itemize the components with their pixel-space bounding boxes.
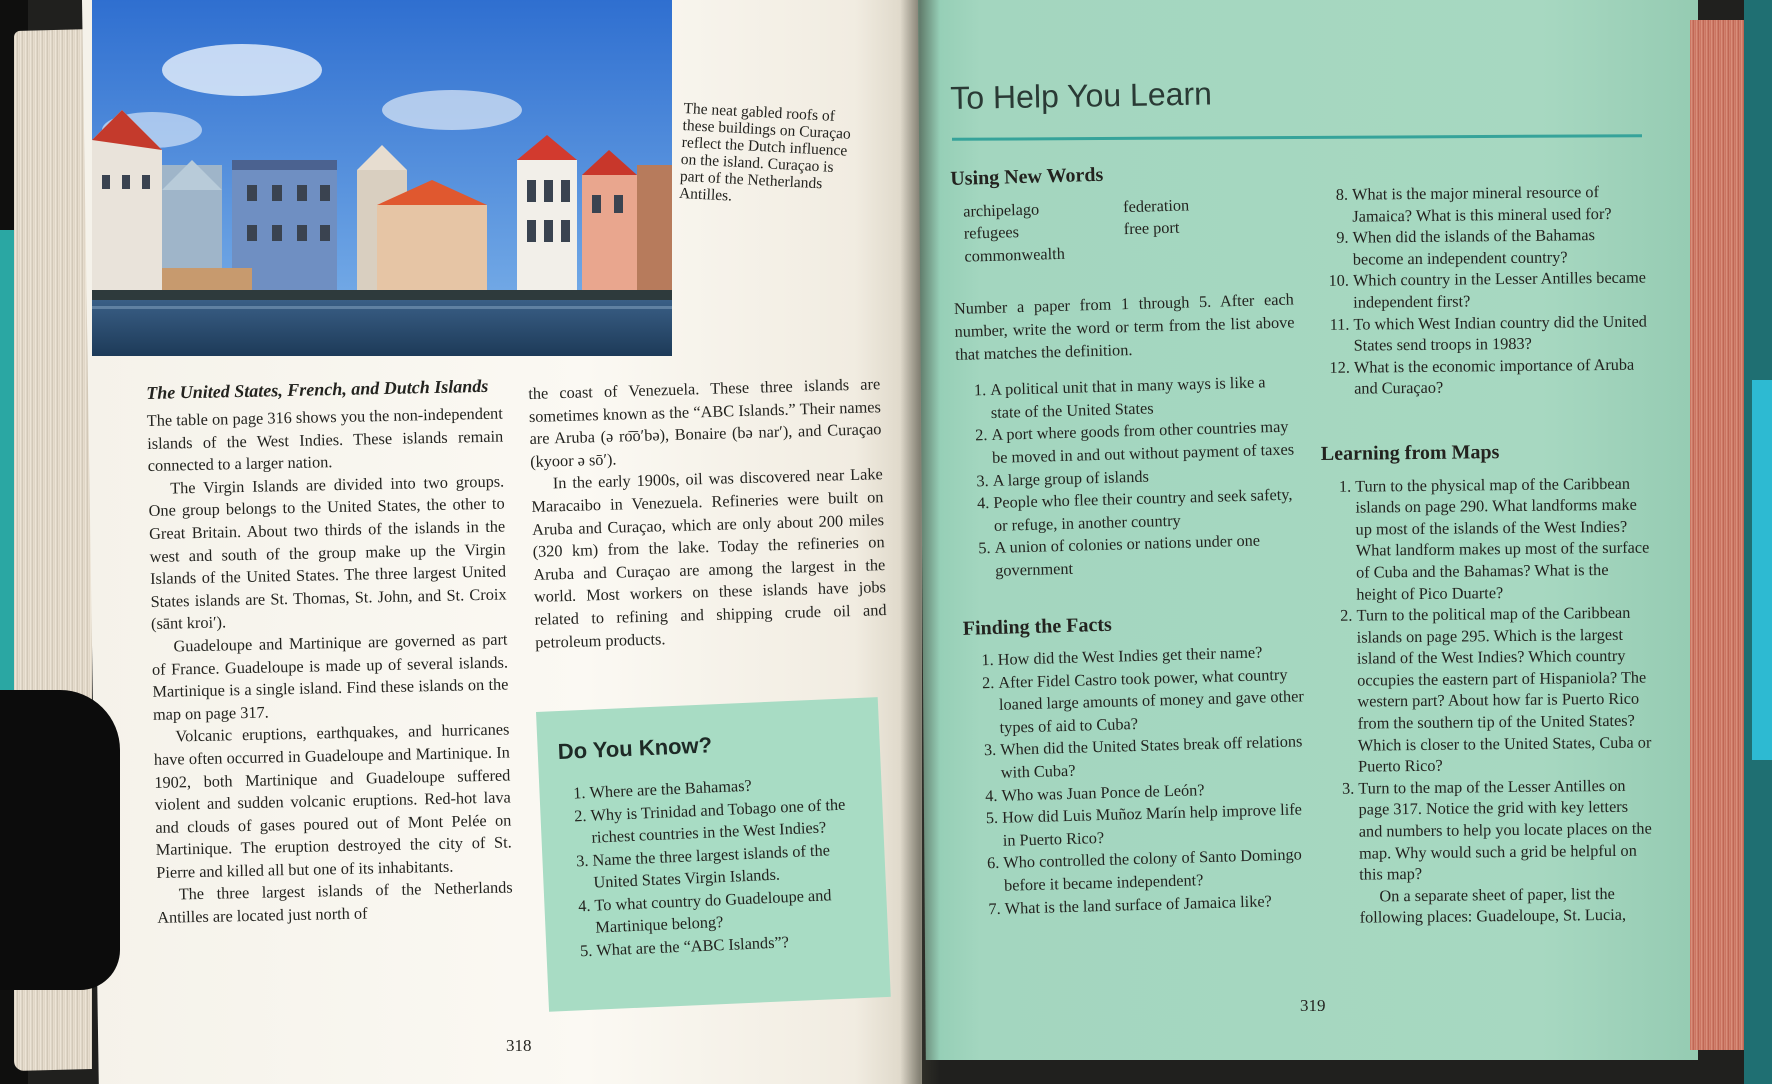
list-item: 8. What is the major mineral resource of Jamaica? What is this mineral used for? [1352,181,1648,227]
left-column-1 [146,375,513,930]
section-title: The United States, French, and Dutch Islands [146,375,489,403]
paragraph: In the early 1900s, oil was discovered near Lake Maracaibo in Venezuela. Refineries were built on Aruba and Curaçao, which are only about 200 miles (320 km) from the lake. Today the refineries on Aruba and Curaçao are among the largest in the world. Most workers on these islands have jobs related to refining and shipping crude oil and petroleum products. [531,464,887,652]
list-item: 3. A large group of islands [992,461,1299,492]
list-item: 3. Name the three largest islands of the United States Virgin Islands. [592,837,868,894]
list-item: 2. Turn to the political map of the Caribbean islands on page 295. Which is the largest island of the West Indies? Which country occupies the eastern part of Hispaniola? The western part? About how far is Puerto Rico from the southern tip of the United States? Which is closer to the United States, Cuba or Puerto Rico? [1356,602,1654,778]
instructions: Number a paper from 1 through 5. After each number, write the word or term from the list above that matches the definition. [953,289,1295,364]
maps-followup: On a separate sheet of paper, list the following places: Guadeloupe, St. Lucia, [1359,883,1627,928]
page-title: To Help You Learn [950,75,1213,116]
vocab-word: commonwealth [964,243,1066,266]
do-you-know-list [559,770,871,963]
photo-caption: The neat gabled roofs of these buildings on Curaçao reflect the Dutch influence on the island. Curaçao is part of the Netherlands Antilles. [678,100,852,205]
right-column-1 [950,159,1311,921]
facts-list [963,640,1310,921]
reader-thumb [0,690,120,990]
vocab-word: federation [1122,194,1190,216]
page-number-right: 319 [1300,996,1326,1015]
do-you-know-title: Do You Know? [557,732,713,765]
list-item: 2. Why is Trinidad and Tobago one of the richest countries in the West Indies? [590,792,866,849]
list-item: 5. What are the “ABC Islands”? [596,927,871,961]
list-item: 4. People who flee their country and seek safety, or refuge, in another country [993,484,1300,538]
vocab-word: refugees [963,222,1020,243]
do-you-know-box [536,697,891,1012]
list-item: 5. A union of colonies or nations under one government [994,529,1301,583]
paragraph: Guadeloupe and Martinique are governed as part of France. Guadeloupe is made up of several islands. Martinique is a single island. Find these islands on the map on page 317. [151,629,509,724]
vocab-word: free port [1123,217,1180,239]
vocabulary-list [963,191,1293,268]
list-item: 10. Which country in the Lesser Antilles became independent first? [1353,267,1649,313]
list-item: 2. A port where goods from other countries may be moved in and out without payment of taxes [991,416,1298,470]
list-item: 4. Who was Juan Ponce de León? [1001,776,1308,807]
right-column-2 [1318,181,1656,929]
list-item: 3. Turn to the map of the Lesser Antilles on page 317. Notice the grid with key letters and numbers to help you locate places on the map. Why would such a grid be helpful on this map? [1358,774,1655,885]
list-item: 6. Who controlled the colony of Santo Domingo before it became independent? [1003,844,1310,898]
list-item: 1. A political unit that in many ways is like a state of the United States [990,371,1297,425]
paragraph: The table on page 316 shows you the non-independent islands of the West Indies. These islands remain connected to a larger nation. [146,403,504,476]
list-item: 12. What is the economic importance of Aruba and Curaçao? [1354,353,1650,399]
list-item: 7. What is the land surface of Jamaica like? [1004,889,1311,920]
learning-from-maps-heading: Learning from Maps [1320,441,1500,465]
list-item: 3. When did the United States break off relations with Cuba? [1000,731,1307,785]
left-column-2 [528,373,887,654]
maps-list [1321,472,1655,886]
list-item: 1. How did the West Indies get their name? [997,640,1304,671]
list-item: 1. Where are the Bahamas? [589,770,864,804]
using-new-words-heading: Using New Words [950,163,1104,190]
vocab-word: archipelago [962,199,1040,221]
list-item: 9. When did the islands of the Bahamas become an independent country? [1352,224,1648,270]
list-item: 1. Turn to the physical map of the Caribbean islands on page 290. What landforms make up most of the islands of the West Indies? What landform makes up most of the surface of Cuba and the Bahamas? What is the height of Pico Duarte? [1355,472,1652,605]
list-item: 5. How did Luis Muñoz Marín help improve life in Puerto Rico? [1002,799,1309,853]
paragraph: Volcanic eruptions, earthquakes, and hurricanes have often occurred in Guadeloupe and Martinique. In 1902, both Martinique and Guadeloupe suffered violent and sudden volcanic eruptions. Red-hot lava and clouds of gases poured out of Mont Pelée on Martinique. The eruption destroyed the city of St. Pierre and killed all but one of its inhabitants. [153,719,512,882]
definitions-list [956,371,1302,584]
book-cover-right-accent [1752,380,1772,760]
paragraph: the coast of Venezuela. These three islands are sometimes known as the “ABC Islands.” Their names are Aruba (ə ro͞o′bə), Bonaire (bə nar′), and Curaçao (kyoor ə sō′). [528,374,882,471]
facts-list-continued [1318,181,1650,400]
list-item: 2. After Fidel Castro took power, what country loaned large amounts of money and gave other types of aid to Cuba? [998,663,1306,739]
paragraph: The three largest islands of the Netherlands Antilles are located just north of [157,877,513,927]
page-edges-right [1690,20,1746,1050]
curacao-photo [92,0,672,356]
list-item: 4. To what country do Guadeloupe and Martinique belong? [594,882,870,939]
list-item: 11. To which West Indian country did the United States send troops in 1983? [1353,310,1649,356]
book-gutter [900,0,940,1084]
finding-the-facts-heading: Finding the Facts [962,613,1113,640]
paragraph: The Virgin Islands are divided into two groups. One group belongs to the United States, the other to Great Britain. About two thirds of the islands in the west and south of the group make up the Virgin Islands of the United States. The three largest United States islands are St. Thomas, St. John, and St. Croix (sānt kroi′). [148,471,507,634]
page-number-left: 318 [506,1036,532,1055]
